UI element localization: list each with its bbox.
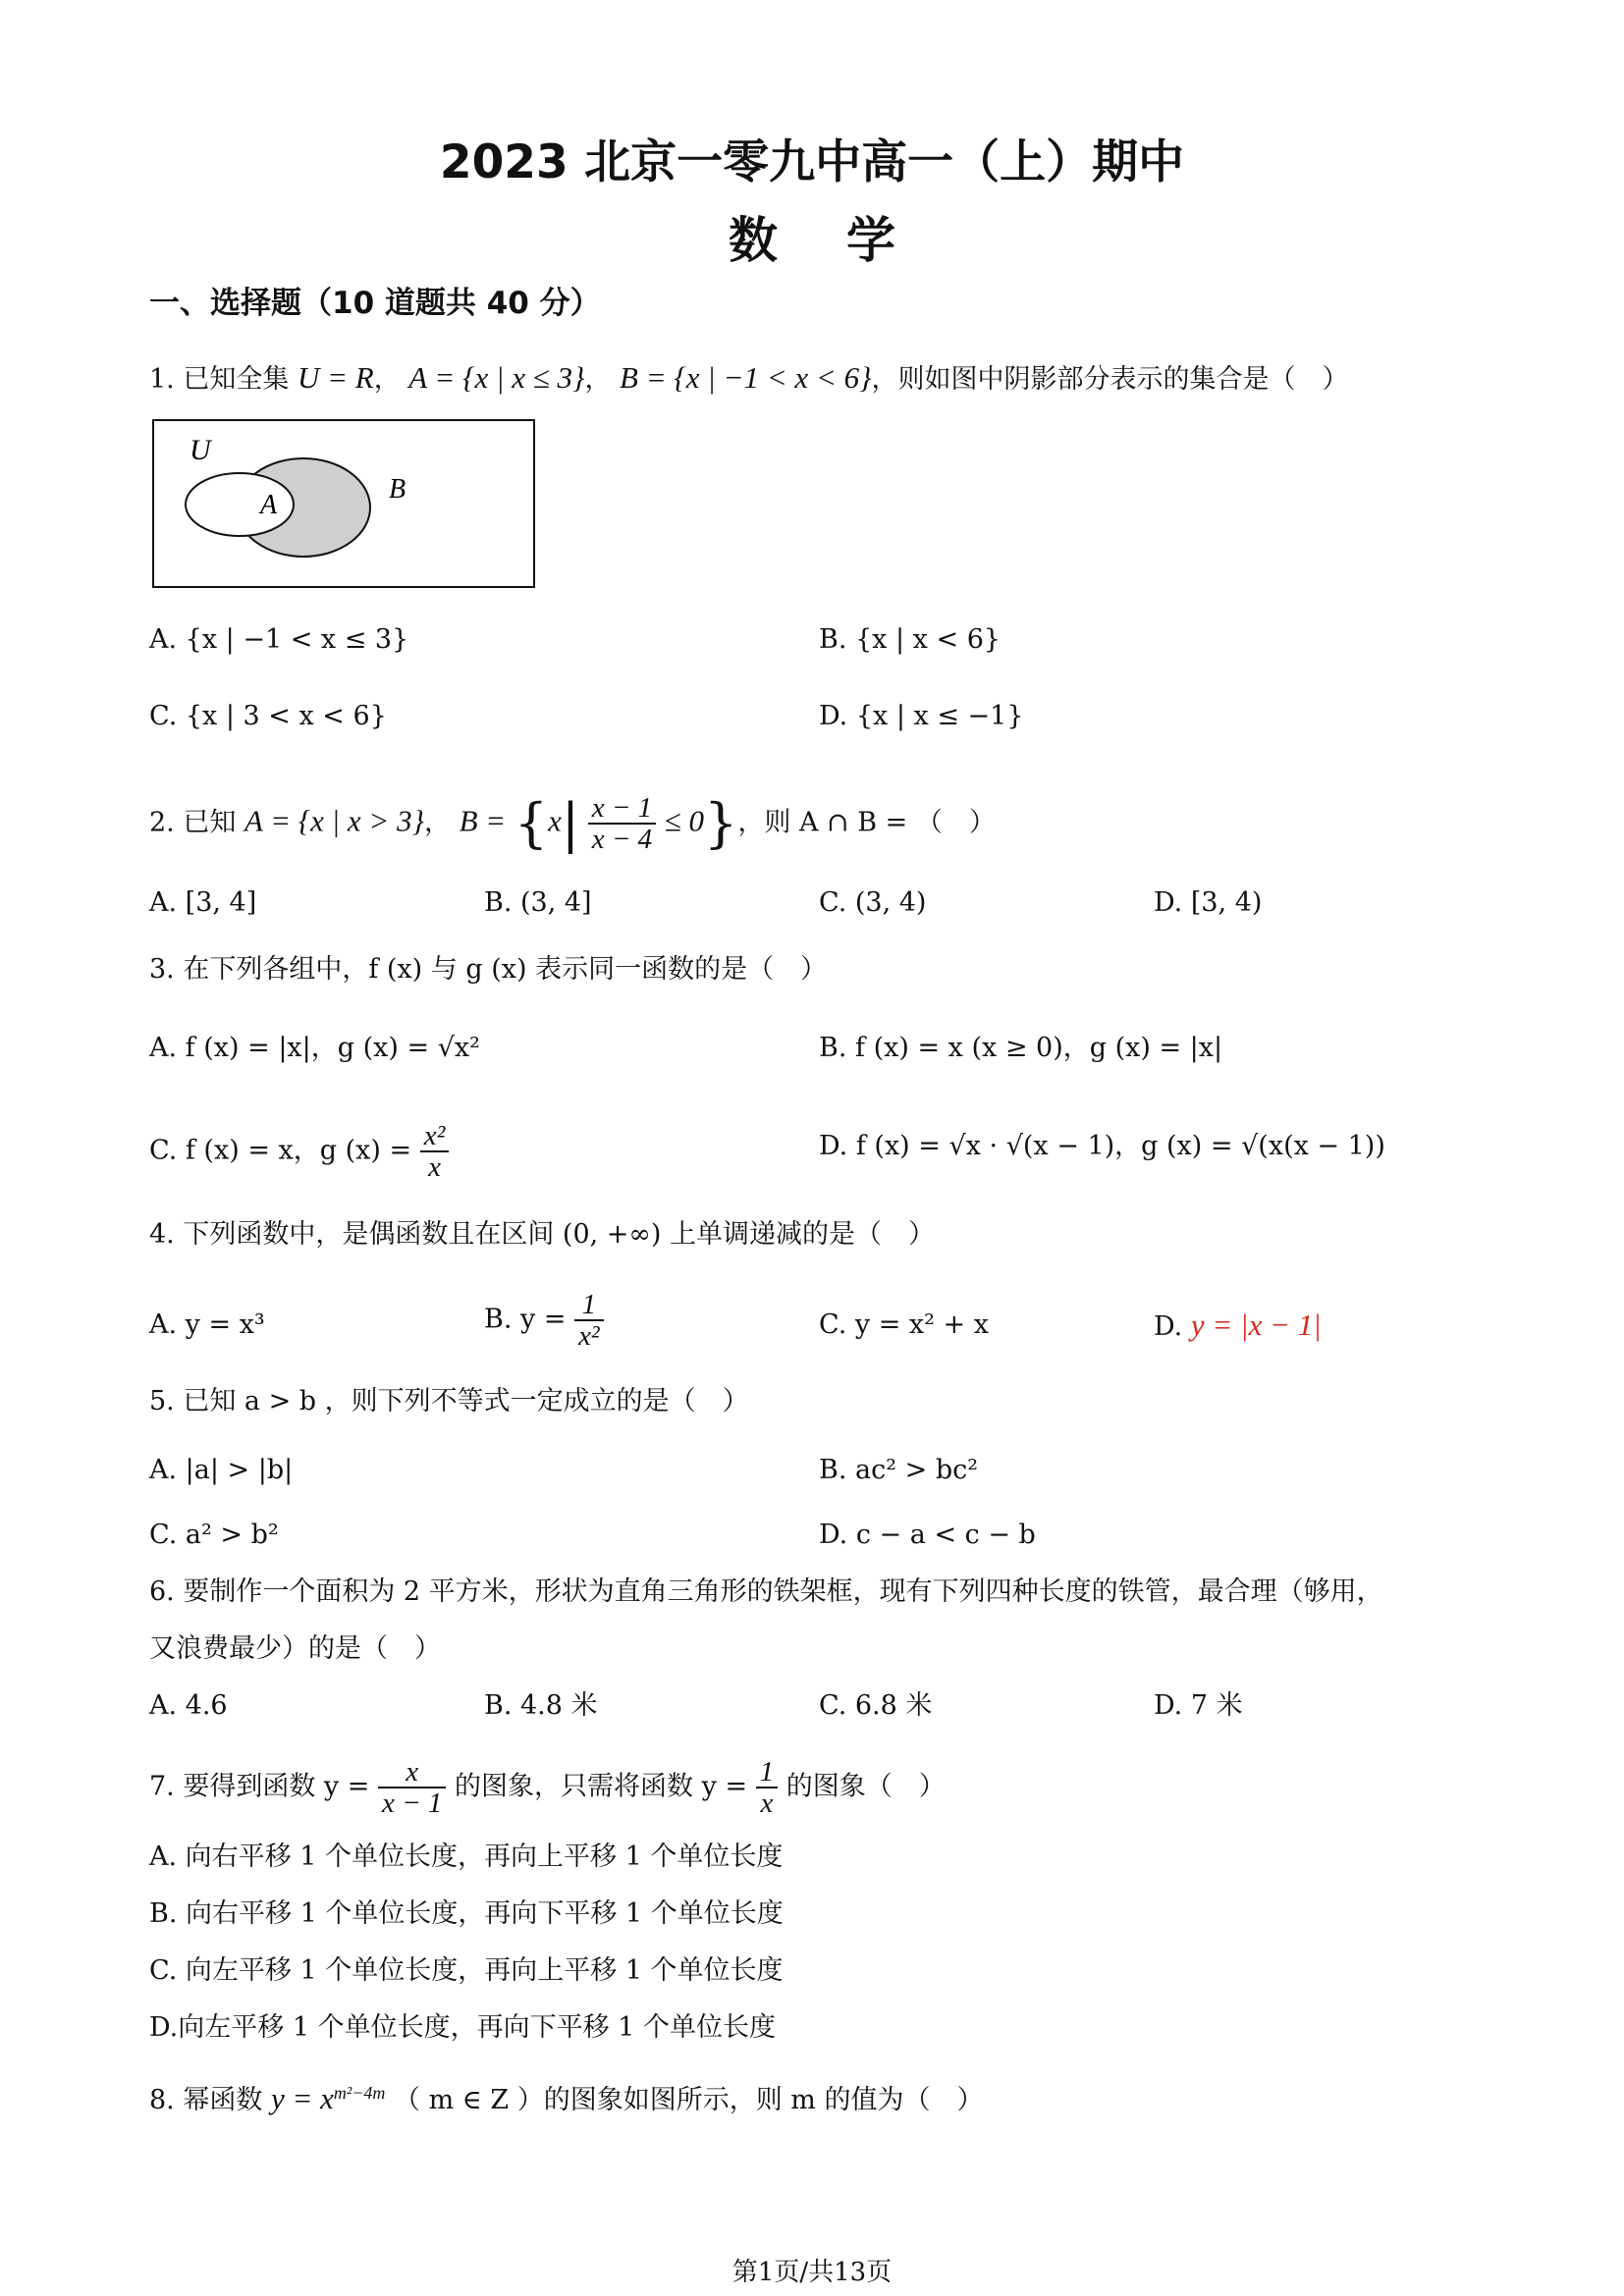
- q6-option-c[interactable]: C. 6.8 米: [819, 1690, 933, 1721]
- venn-label-u: U: [189, 434, 211, 466]
- q1-option-c[interactable]: C. {x | 3 < x < 6}: [149, 701, 387, 731]
- q3-option-d[interactable]: D. f (x) = √x · √(x − 1)，g (x) = √(x(x − 1)): [819, 1131, 1385, 1161]
- q7-option-a[interactable]: A. 向右平移 1 个单位长度，再向上平移 1 个单位长度: [149, 1842, 784, 1872]
- question-6-line-1: 6. 要制作一个面积为 2 平方米，形状为直角三角形的铁架框，现有下列四种长度的铁管，最合理（够用，: [149, 1576, 1383, 1607]
- q3-c-fraction: $\frac{\text{x²}}{x}$: [420, 1121, 450, 1182]
- q2-option-d[interactable]: D. [3, 4): [1154, 887, 1263, 918]
- q7-option-b[interactable]: B. 向右平移 1 个单位长度，再向下平移 1 个单位长度: [149, 1898, 784, 1929]
- q6-option-d[interactable]: D. 7 米: [1154, 1690, 1243, 1721]
- q3-option-a[interactable]: A. f (x) = |x|，g (x) = √x²: [149, 1033, 480, 1063]
- q5-option-a[interactable]: A. |a| > |b|: [149, 1455, 294, 1485]
- q6-option-a[interactable]: A. 4.6: [149, 1690, 228, 1721]
- venn-label-a: A: [260, 490, 278, 520]
- q4-option-c[interactable]: C. y = x² + x: [819, 1309, 989, 1340]
- q2-option-b[interactable]: B. (3, 4]: [484, 887, 592, 918]
- q6-option-b[interactable]: B. 4.8 米: [484, 1690, 598, 1721]
- page-title: 2023 北京一零九中高一（上）期中: [439, 135, 1185, 189]
- q4-b-fraction: $\frac{1}{\text{x²}}$: [574, 1290, 604, 1351]
- question-5: 5. 已知 a > b ，则下列不等式一定成立的是（ ）: [149, 1386, 749, 1416]
- q1-option-b[interactable]: B. {x | x < 6}: [819, 624, 1001, 655]
- venn-diagram: [152, 419, 535, 588]
- page-footer: 第1页/共13页: [731, 2258, 893, 2287]
- q4-option-a[interactable]: A. y = x³: [149, 1309, 265, 1340]
- q5-option-d[interactable]: D. c − a < c − b: [819, 1520, 1036, 1550]
- q7-option-d[interactable]: D.向左平移 1 个单位长度，再向下平移 1 个单位长度: [149, 2012, 776, 2043]
- question-6-line-2: 又浪费最少）的是（ ）: [149, 1633, 441, 1664]
- q4-option-b[interactable]: B. y = $\frac{1}{\text{x²}}$: [484, 1290, 604, 1351]
- q3-option-c[interactable]: C. f (x) = x，g (x) = $\frac{\text{x²}}{x}$: [149, 1121, 449, 1182]
- q1-option-d[interactable]: D. {x | x ≤ −1}: [819, 701, 1024, 731]
- q5-option-c[interactable]: C. a² > b²: [149, 1520, 279, 1550]
- q4-option-d[interactable]: D. y = |x − 1|: [1154, 1308, 1322, 1342]
- q2-fraction: $\frac{x - 1}{x - 4}$: [588, 793, 656, 854]
- q5-option-b[interactable]: B. ac² > bc²: [819, 1455, 979, 1485]
- q2-option-a[interactable]: A. [3, 4]: [149, 887, 257, 918]
- q7-option-c[interactable]: C. 向左平移 1 个单位长度，再向上平移 1 个单位长度: [149, 1955, 784, 1986]
- q7-fraction-2: $\frac{1}{x}$: [756, 1757, 779, 1818]
- question-8: 8. 幂函数 $y = x^{m^2-4m}$ （ m ∈ Z ）的图象如图所示，则 m 的值为（ ）: [149, 2081, 984, 2115]
- subject-title: 数学: [729, 212, 964, 269]
- question-4: 4. 下列函数中，是偶函数且在区间 (0, +∞) 上单调递减的是（ ）: [149, 1219, 936, 1250]
- section-heading: 一、选择题（10 道题共 40 分）: [149, 286, 601, 321]
- q1-option-a[interactable]: A. {x | −1 < x ≤ 3}: [149, 624, 409, 655]
- question-1: 1. 已知全集 U = R， A = {x | x ≤ 3}， B = {x | −1 < x < 6}，则如图中阴影部分表示的集合是（ ）: [149, 360, 1349, 395]
- question-7: 7. 要得到函数 y = $\frac{x}{x - 1}$ 的图象，只需将函数 y = $\frac{1}{x}$ 的图象（ ）: [149, 1756, 946, 1819]
- q7-fraction-1: $\frac{x}{x - 1}$: [378, 1757, 446, 1818]
- question-3: 3. 在下列各组中，f (x) 与 g (x) 表示同一函数的是（ ）: [149, 954, 828, 985]
- venn-set-a: [186, 473, 294, 536]
- venn-label-b: B: [389, 474, 406, 505]
- q3-option-b[interactable]: B. f (x) = x (x ≥ 0)，g (x) = |x|: [819, 1033, 1223, 1063]
- question-2: 2. 已知 A = {x | x > 3}， B = {x| $\frac{x - 1}{x - 4}$ ≤ 0}，则 A ∩ B = （ ）: [149, 792, 996, 855]
- q4-option-d-formula: y = |x − 1|: [1190, 1308, 1322, 1342]
- q2-option-c[interactable]: C. (3, 4): [819, 887, 927, 918]
